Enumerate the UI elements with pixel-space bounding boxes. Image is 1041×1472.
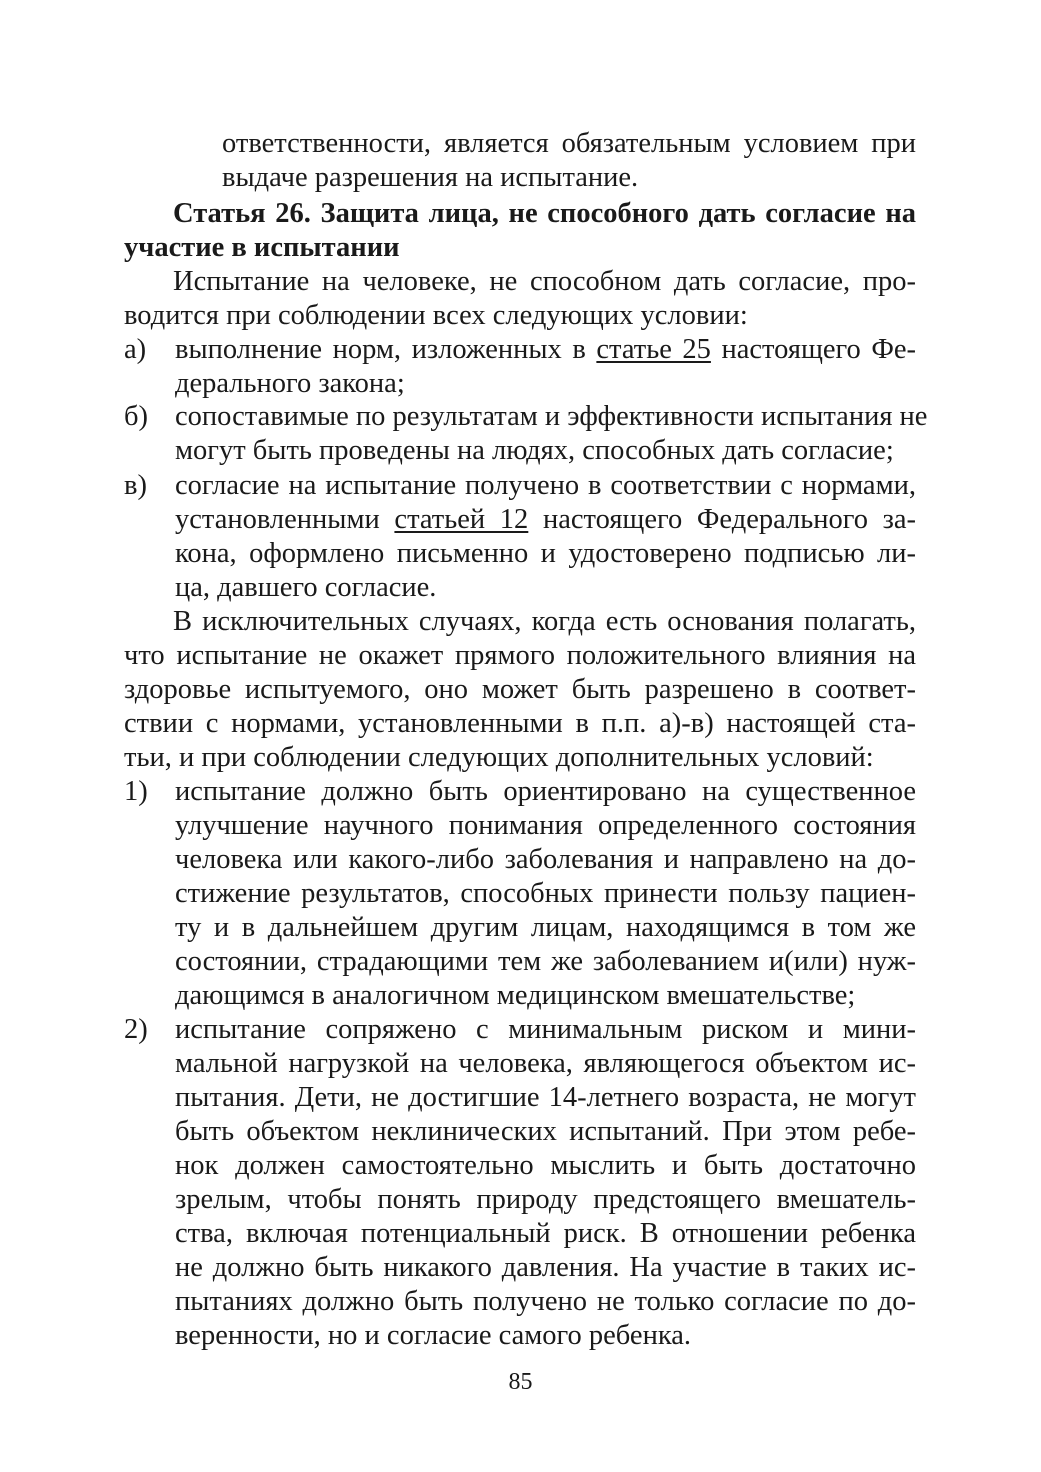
article-25-link[interactable]: статье 25 (596, 334, 711, 365)
list-marker: в) (124, 470, 147, 501)
list-item-line: дающимся в аналогичном медицинском вмешательстве; (175, 980, 856, 1011)
list-marker: 1) (124, 776, 148, 807)
list-item-line (175, 333, 916, 367)
text-line: здоровье испытуемого, оно может быть разрешено в соответ- (124, 674, 916, 705)
list-item-line: нок должен самостоятельно мыслить и быть достаточно (175, 1150, 916, 1181)
list-item-line: мальной нагрузкой на человека, являющегося объектом ис- (175, 1048, 916, 1079)
list-item-line: ства, включая потенциальный риск. В отношении ребенка (175, 1218, 916, 1249)
text-fragment: настоящего Федерального за- (528, 504, 917, 535)
page-number: 85 (508, 1369, 533, 1395)
list-item-line: пытания. Дети, не достигшие 14-летнего возраста, не могут (175, 1082, 916, 1113)
text-line: тьи, и при соблюдении следующих дополнительных условий: (124, 742, 874, 773)
list-item-line: кона, оформлено письменно и удостоверено подписью ли- (175, 538, 916, 569)
article-heading: участие в испытании (124, 232, 400, 263)
list-item-line: человека или какого-либо заболевания и направлено на до- (175, 844, 916, 875)
article-12-link[interactable]: статьей 12 (394, 504, 529, 535)
text-line: ствии с нормами, установленными в п.п. а)-в) настоящей ста- (124, 708, 916, 739)
list-item-line: испытание сопряжено с минимальным риском и мини- (175, 1014, 916, 1045)
list-item-line: ту и в дальнейшем другим лицам, находящимся в том же (175, 912, 916, 943)
text-fragment: выполнение норм, изложенных в (175, 334, 597, 365)
list-item-line: улучшение научного понимания определенного состояния (175, 810, 916, 841)
text-line: ответственности, является обязательным условием при (222, 128, 916, 159)
text-fragment: установленными (175, 504, 395, 535)
list-item-line: не должно быть никакого давления. На участие в таких ис- (175, 1252, 916, 1283)
list-item-line (175, 503, 916, 537)
list-item-line: согласие на испытание получено в соответствии с нормами, (175, 470, 916, 501)
list-item-line: состоянии, страдающими тем же заболеванием и(или) нуж- (175, 946, 916, 977)
list-item-line: стижение результатов, способных принести пользу пациен- (175, 878, 916, 909)
text-line: выдаче разрешения на испытание. (222, 162, 639, 193)
text-line: водится при соблюдении всех следующих условии: (124, 300, 748, 331)
list-item-line: быть объектом неклинических испытаний. При этом ребе- (175, 1116, 916, 1147)
list-item-line: сопоставимые по результатам и эффективности испытания не (175, 401, 928, 432)
list-item-line: зрелым, чтобы понять природу предстоящего вмешатель- (175, 1184, 916, 1215)
article-heading: Статья 26. Защита лица, не способного дать согласие на (173, 198, 916, 229)
list-marker: б) (124, 401, 148, 432)
list-item-line: дерального закона; (175, 368, 405, 399)
list-item-line: могут быть проведены на людях, способных дать согласие; (175, 435, 894, 466)
list-item-line: пытаниях должно быть получено не только согласие по до- (175, 1286, 916, 1317)
text-line: Испытание на человеке, не способном дать согласие, про- (173, 266, 916, 297)
list-item-line: веренности, но и согласие самого ребенка. (175, 1320, 692, 1351)
text-fragment: настоящего Фе- (710, 334, 916, 365)
text-line: В исключительных случаях, когда есть основания полагать, (173, 606, 916, 637)
list-marker: а) (124, 334, 147, 365)
list-item-line: испытание должно быть ориентировано на существенное (175, 776, 916, 807)
list-marker: 2) (124, 1014, 148, 1045)
text-line: что испытание не окажет прямого положительного влияния на (124, 640, 916, 671)
list-item-line: ца, давшего согласие. (175, 572, 437, 603)
